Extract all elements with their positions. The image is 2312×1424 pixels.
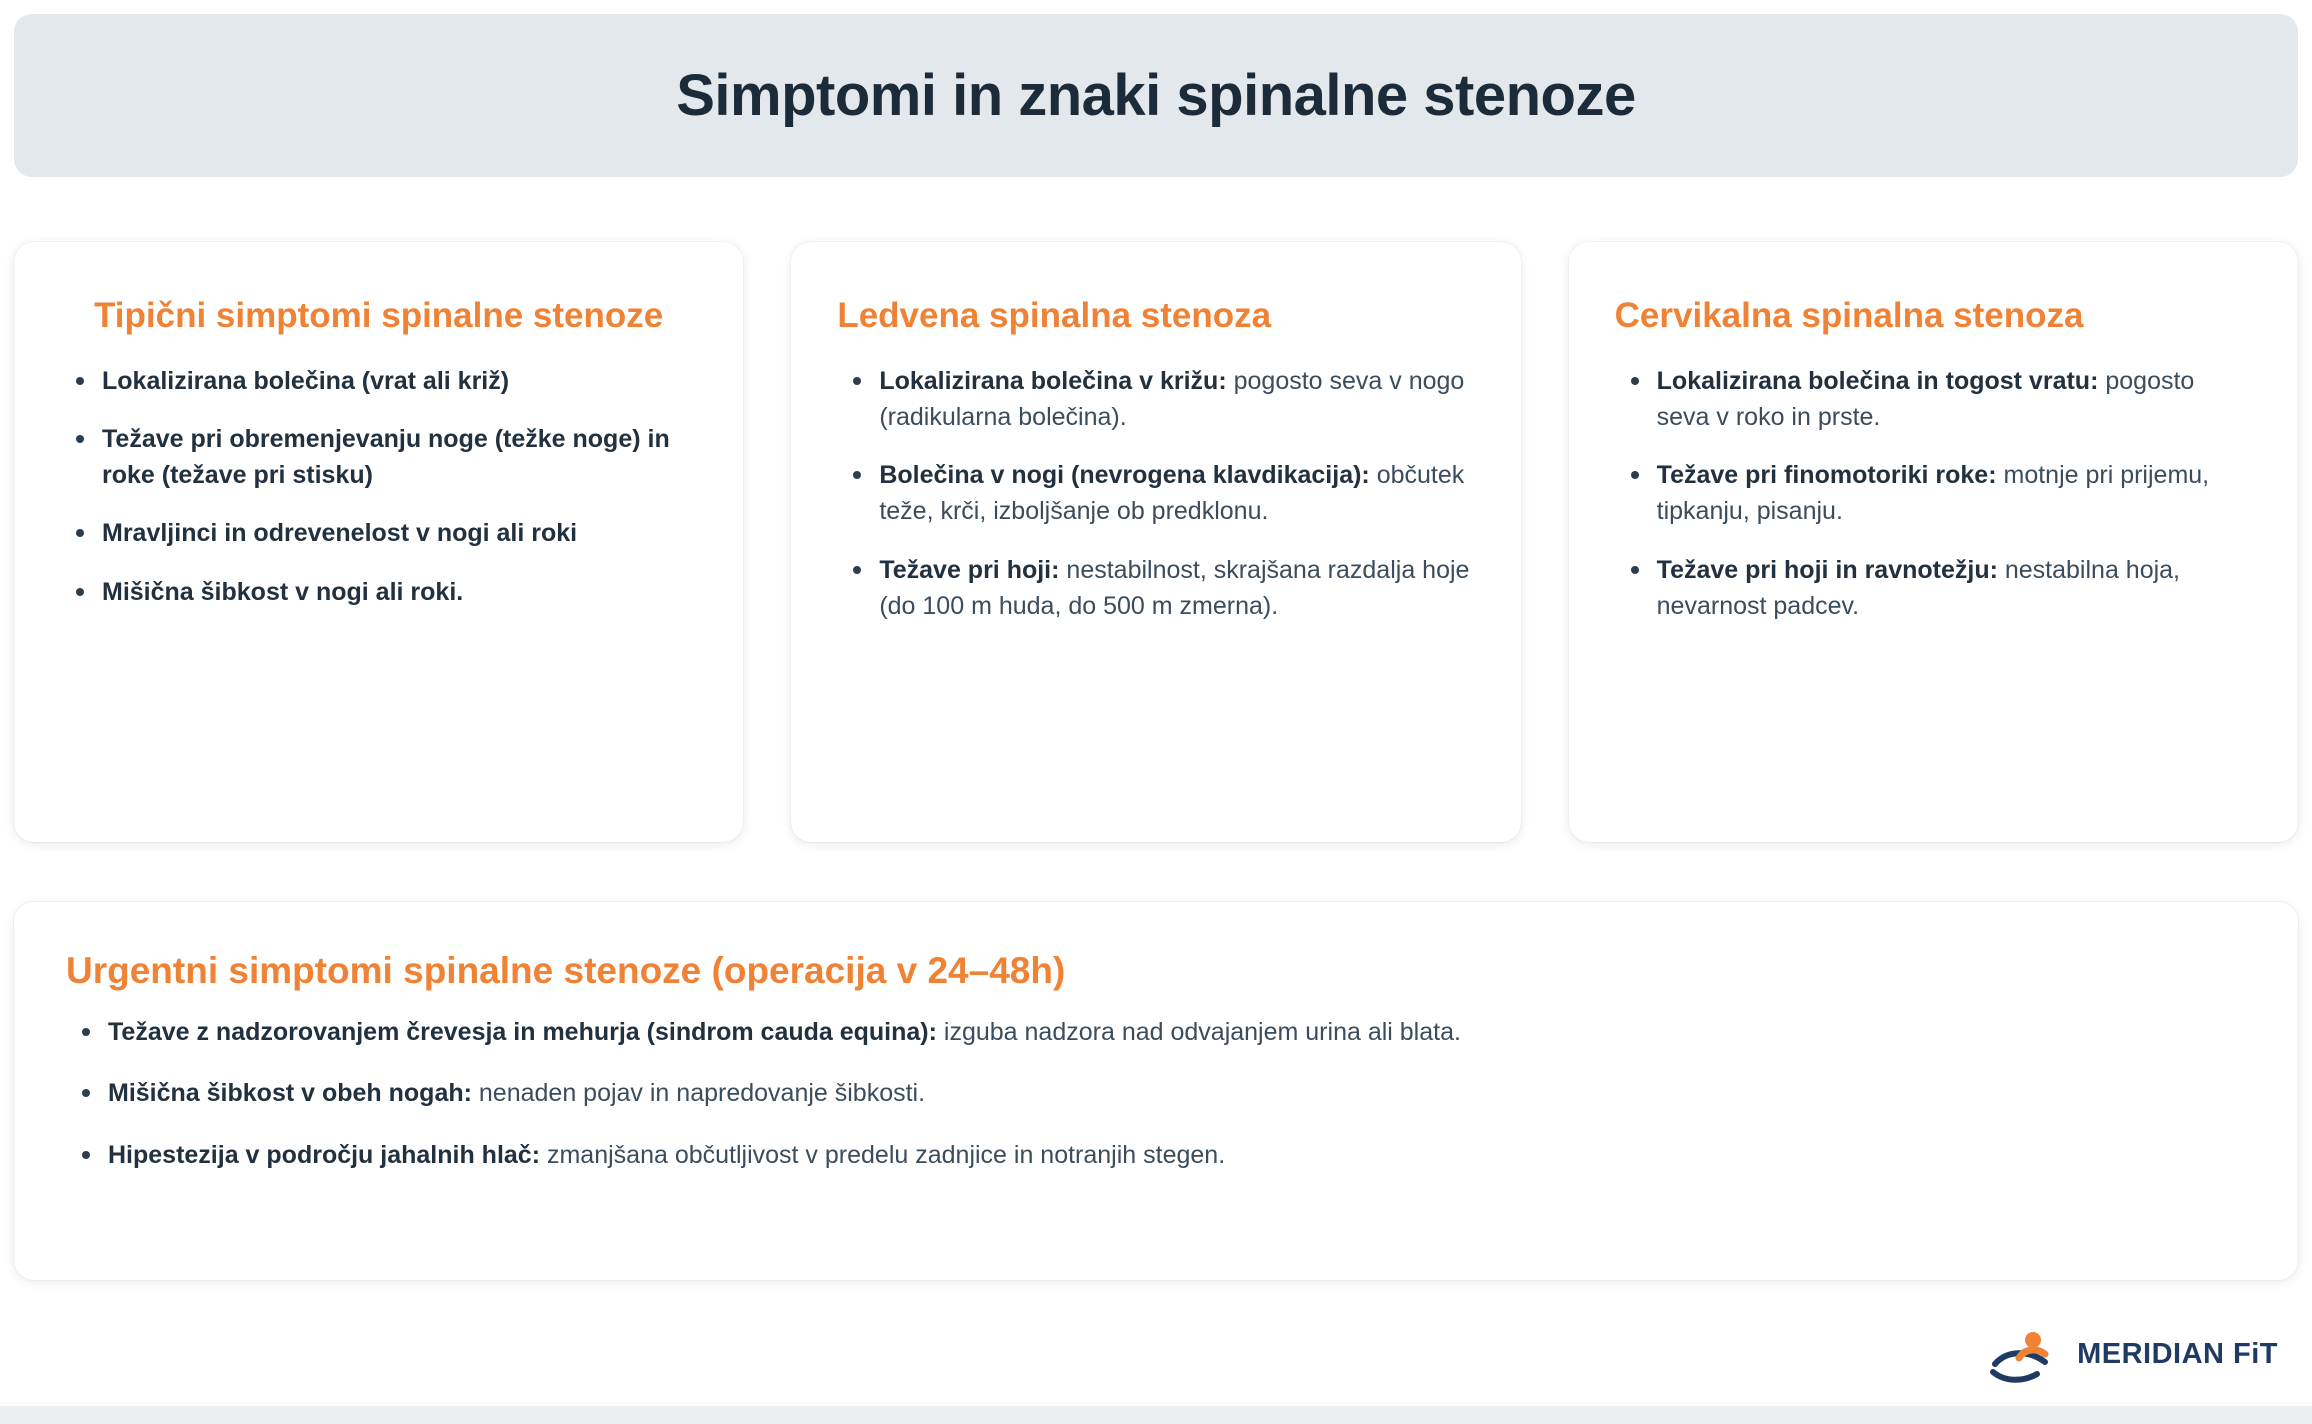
item-bold: Lokalizirana bolečina v križu: <box>879 366 1227 395</box>
item-bold: Bolečina v nogi (nevrogena klavdikacija): <box>879 461 1370 490</box>
list-item <box>60 574 697 610</box>
card-typical-symptoms <box>14 242 743 842</box>
item-bold: Lokalizirana bolečina in togost vratu: <box>1656 366 2099 395</box>
item-bold: Težave pri finomotoriki roke: <box>1656 461 1997 490</box>
item-rest: motnje pri prijemu, tipkanju, pisanju. <box>1656 461 2210 526</box>
item-bold: Težave pri obremenjevanju noge (težke noge) in roke (težave pri stisku) <box>102 424 670 490</box>
item-rest: izguba nadzora nad odvajanjem urina ali blata. <box>936 1018 1461 1046</box>
brand-logo <box>1989 1324 2278 1384</box>
item-bold: Hipestezija v področju jahalnih hlač: <box>108 1140 541 1169</box>
item-bold: Lokalizirana bolečina (vrat ali križ) <box>102 366 510 395</box>
item-rest: pogosto seva v nogo (radikularna bolečina). <box>879 366 1465 431</box>
urgent-symptoms-panel <box>14 902 2298 1280</box>
item-bold: Mravljinci in odrevenelost v nogi ali roki <box>102 519 578 548</box>
item-bold: Težave pri hoji in ravnotežju: <box>1656 555 1998 584</box>
card-title: Cervikalna spinalna stenoza <box>1614 296 2084 335</box>
page-title: Simptomi in znaki spinalne stenoze <box>676 63 1636 128</box>
list-item <box>66 1014 2246 1050</box>
list-item <box>837 552 1474 625</box>
card-title: Tipični simptomi spinalne stenoze <box>94 296 664 335</box>
item-bold: Mišična šibkost v nogi ali roki. <box>102 577 464 606</box>
urgent-panel-title: Urgentni simptomi spinalne stenoze (operacija v 24–48h) <box>66 950 1066 991</box>
list-item <box>1615 552 2252 625</box>
list-item <box>1615 457 2252 530</box>
item-rest: zmanjšana občutljivost v predelu zadnjice in notranjih stegen. <box>540 1140 1226 1169</box>
card-bullet-list <box>1615 363 2252 625</box>
item-bold: Težave pri hoji: <box>879 555 1060 584</box>
symptom-cards-row <box>14 242 2298 842</box>
header-banner <box>14 14 2298 177</box>
card-bullet-list <box>837 363 1474 625</box>
list-item <box>60 363 697 399</box>
card-lumbar-stenosis <box>791 242 1520 842</box>
item-rest: pogosto seva v roko in prste. <box>1656 366 2195 431</box>
urgent-bullet-list <box>66 1014 2246 1173</box>
card-bullet-list <box>60 363 697 610</box>
item-rest: nenaden pojav in napredovanje šibkosti. <box>471 1079 926 1108</box>
item-rest: občutek teže, krči, izboljšanje ob predklonu. <box>879 461 1465 526</box>
item-rest: nestabilna hoja, nevarnost padcev. <box>1656 555 2181 620</box>
list-item <box>60 515 697 551</box>
swimmer-icon <box>1989 1324 2063 1384</box>
item-bold: Mišična šibkost v obeh nogah: <box>108 1079 472 1108</box>
item-bold: Težave z nadzorovanjem črevesja in mehurja (sindrom cauda equina): <box>108 1018 937 1046</box>
item-rest: nestabilnost, skrajšana razdalja hoje (do 100 m huda, do 500 m zmerna). <box>879 555 1470 620</box>
list-item <box>66 1137 2246 1173</box>
list-item <box>66 1075 2246 1111</box>
brand-name: MERIDIAN FiT <box>2077 1337 2278 1370</box>
list-item <box>1615 363 2252 436</box>
list-item <box>60 421 697 494</box>
card-title: Ledvena spinalna stenoza <box>837 296 1272 335</box>
list-item <box>837 363 1474 436</box>
list-item <box>837 457 1474 530</box>
card-cervical-stenosis <box>1569 242 2298 842</box>
bottom-strip <box>0 1406 2312 1424</box>
